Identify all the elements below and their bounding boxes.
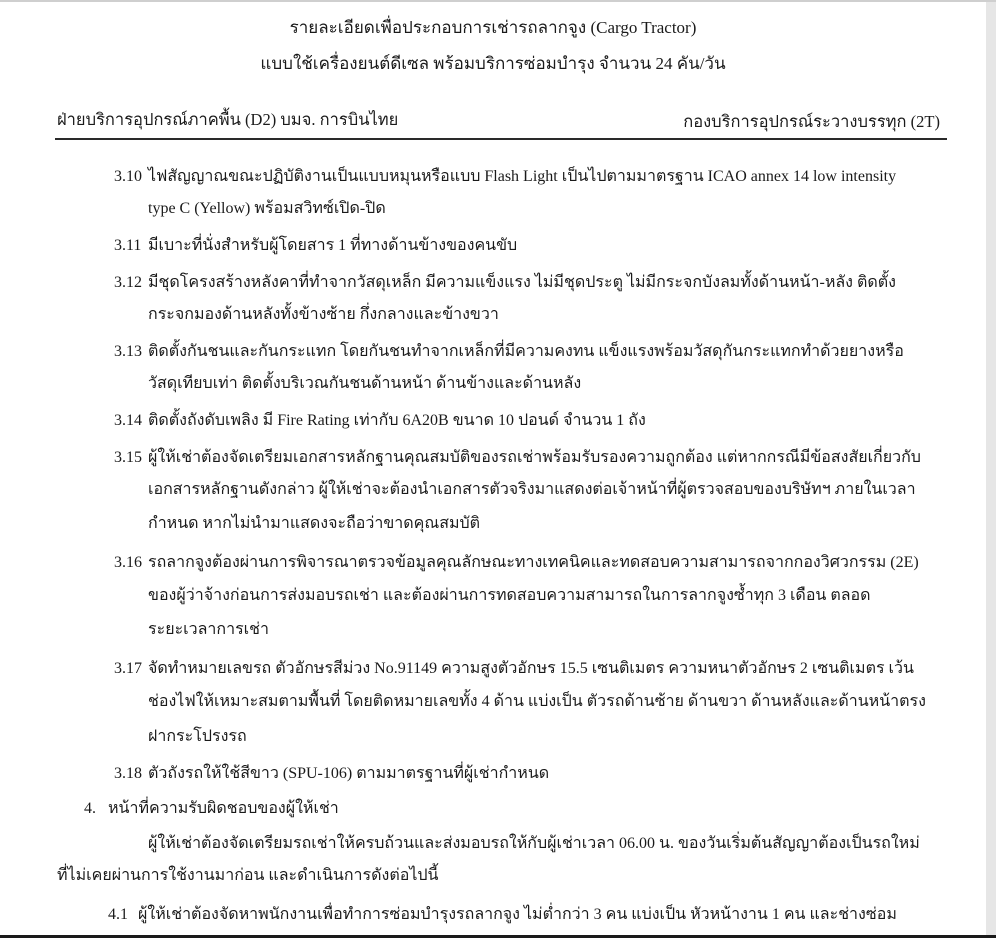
section-4-heading [84,799,339,819]
item-3-15-line1 [114,448,921,468]
item-number: 3.13 [114,343,142,360]
item-text: ผู้ให้เช่าต้องจัดหาพนักงานเพื่อทำการซ่อมบำรุงรถลากจูง ไม่ต่ำกว่า 3 คน แบ่งเป็น หัวหน้างาน 1 คน และช่างซ่อม [138,906,897,923]
item-number: 3.11 [114,237,142,254]
item-3-13-line1 [114,342,904,362]
item-3-10-line1 [114,167,896,187]
header-left-org: ฝ่ายบริการอุปกรณ์ภาคพื้น (D2) บมจ. การบินไทย [57,110,399,129]
section-4-paragraph-line1: ผู้ให้เช่าต้องจัดเตรียมรถเช่าให้ครบถ้วนและส่งมอบรถให้กับผู้เช่าเวลา 06.00 น. ของวันเริ่มต้นสัญญาต้องเป็นรถใหม่ [148,835,920,852]
item-3-11-line1 [114,236,517,256]
item-text: ติดตั้งกันชนและกันกระแทก โดยกันชนทำจากเหล็กที่มีความคงทน แข็งแรงพร้อมวัสดุกันกระแทกทำด้วยยางหรือ [148,343,904,360]
item-3-12-line1 [114,273,896,293]
section-title: หน้าที่ความรับผิดชอบของผู้ให้เช่า [108,800,339,817]
item-text: จัดทำหมายเลขรถ ตัวอักษรสีม่วง No.91149 ความสูงตัวอักษร 15.5 เซนติเมตร ความหนาตัวอักษร 2 เซนติเมตร เว้น [148,660,914,677]
item-3-16-line3: ระยะเวลาการเช่า [148,621,269,638]
item-number: 3.16 [114,554,142,571]
item-number: 3.12 [114,274,142,291]
item-number: 3.15 [114,449,142,466]
header-rule [55,138,947,140]
document-page [0,2,986,936]
section-4-paragraph-line2: ที่ไม่เคยผ่านการใช้งานมาก่อน และดำเนินการดังต่อไปนี้ [57,867,439,884]
item-number: 3.18 [114,765,142,782]
item-3-15-line2: เอกสารหลักฐานดังกล่าว ผู้ให้เช่าจะต้องนำเอกสารตัวจริงมาแสดงต่อเจ้าหน้าที่ผู้ตรวจสอบของบริษัทฯ ภายในเวลา [148,481,916,498]
item-text: รถลากจูงต้องผ่านการพิจารณาตรวจข้อมูลคุณลักษณะทางเทคนิคและทดสอบความสามารถจากกองวิศวกรรม (2E) [148,554,919,571]
item-3-16-line2: ของผู้ว่าจ้างก่อนการส่งมอบรถเช่า และต้องผ่านการทดสอบความสามารถในการลากจูงซ้ำทุก 3 เดือน ตลอด [148,587,871,604]
item-text: มีเบาะที่นั่งสำหรับผู้โดยสาร 1 ที่ทางด้านข้างของคนขับ [148,237,518,254]
item-3-17-line2: ช่องไฟให้เหมาะสมตามพื้นที่ โดยติดหมายเลขทั้ง 4 ด้าน แบ่งเป็น ตัวรถด้านซ้าย ด้านขวา ด้านหลังและด้านหน้าตรง [148,693,926,710]
item-text: ไฟสัญญาณขณะปฏิบัติงานเป็นแบบหมุนหรือแบบ Flash Light เป็นไปตามมาตรฐาน ICAO annex 14 low intensity [148,168,897,185]
document-title-line2: แบบใช้เครื่องยนต์ดีเซล พร้อมบริการซ่อมบำรุง จำนวน 24 คัน/วัน [260,54,726,73]
item-4-1-line1 [108,905,897,925]
item-3-18-line1 [114,764,549,784]
item-3-15-line3: กำหนด หากไม่นำมาแสดงจะถือว่าขาดคุณสมบัติ [148,515,481,532]
item-3-12-line2: กระจกมองด้านหลังทั้งข้างซ้าย กึ่งกลางและข้างขวา [148,306,499,323]
item-3-17-line1 [114,659,914,679]
header-right-org: กองบริการอุปกรณ์ระวางบรรทุก (2T) [683,112,940,131]
item-3-16-line1 [114,553,919,573]
item-number: 3.17 [114,660,142,677]
item-number: 3.14 [114,412,142,429]
section-number: 4. [84,800,96,817]
item-text: ผู้ให้เช่าต้องจัดเตรียมเอกสารหลักฐานคุณสมบัติของรถเช่าพร้อมรับรองความถูกต้อง แต่หากกรณีมีข้อสงสัยเกี่ยวกับ [148,449,921,466]
item-3-14-line1 [114,411,646,431]
item-3-17-line3: ฝากระโปรงรถ [148,728,247,745]
item-number: 3.10 [114,168,142,185]
item-number: 4.1 [108,906,128,923]
item-text: ตัวถังรถให้ใช้สีขาว (SPU-106) ตามมาตรฐานที่ผู้เช่ากำหนด [148,765,550,782]
item-text: ติดตั้งถังดับเพลิง มี Fire Rating เท่ากับ 6A20B ขนาด 10 ปอนด์ จำนวน 1 ถัง [148,412,646,429]
document-title-line1: รายละเอียดเพื่อประกอบการเช่ารถลากจูง (Cargo Tractor) [289,18,697,37]
item-3-10-line2: type C (Yellow) พร้อมสวิทซ์เปิด-ปิด [148,200,386,217]
item-text: มีชุดโครงสร้างหลังคาที่ทำจากวัสดุเหล็ก มีความแข็งแรง ไม่มีชุดประตู ไม่มีกระจกบังลมทั้งด้านหน้า-หลัง ติดตั้ง [148,274,896,291]
item-3-13-line2: วัสดุเทียบเท่า ติดตั้งบริเวณกันชนด้านหน้า ด้านข้างและด้านหลัง [148,375,582,392]
